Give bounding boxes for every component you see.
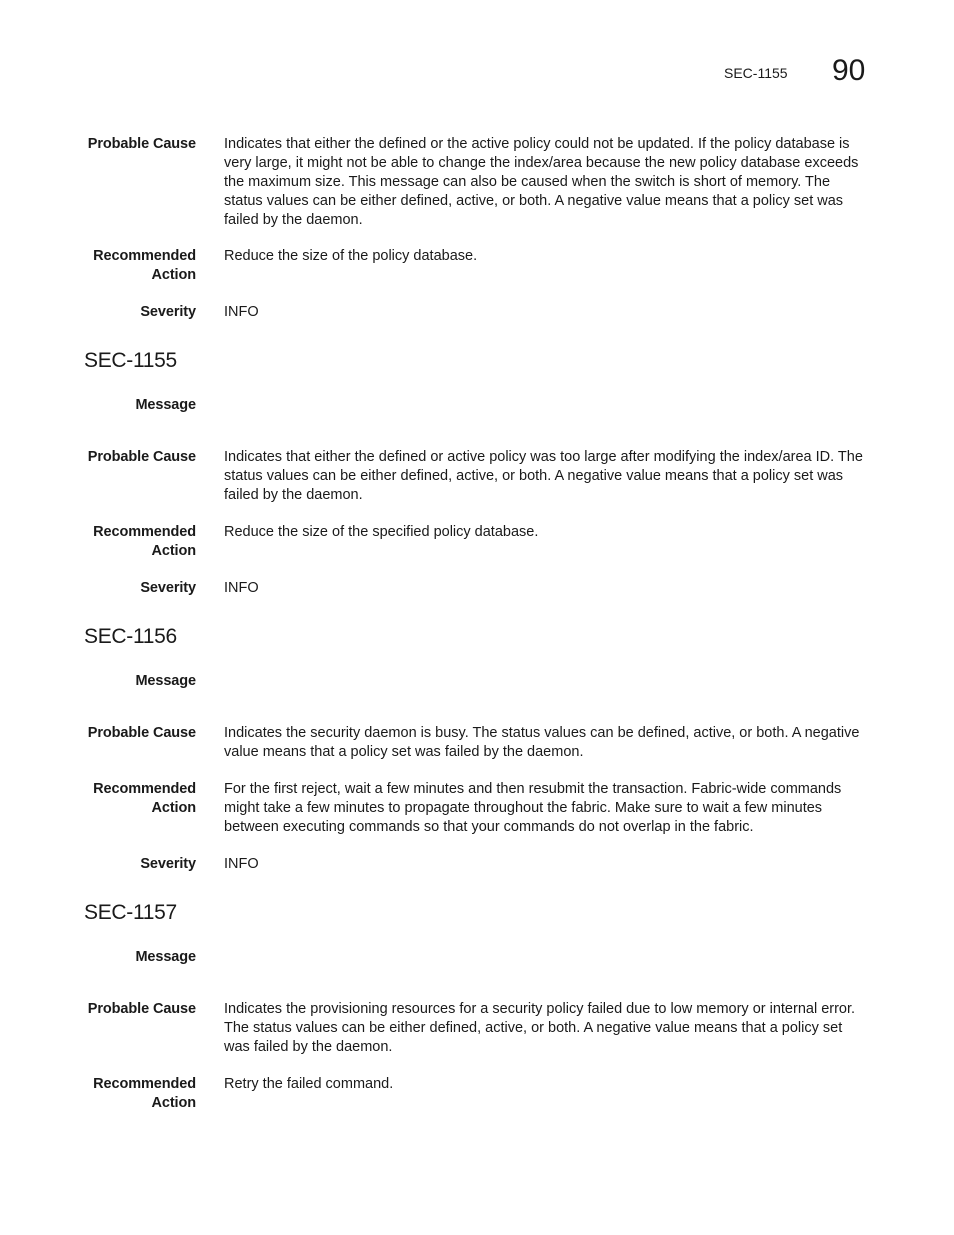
severity-value: INFO bbox=[224, 580, 259, 596]
running-header-title: SEC-1155 bbox=[724, 65, 788, 81]
chapter-number: 90 bbox=[832, 54, 866, 87]
recommended-action-text: Retry the failed command. bbox=[224, 1076, 394, 1092]
recommended-label-line-1: Recommended bbox=[93, 781, 196, 797]
recommended-label-line-1: Recommended bbox=[93, 248, 196, 264]
probable-cause-label: Probable Cause bbox=[87, 725, 196, 741]
section-heading-sec-1156: SEC-1156 bbox=[84, 625, 177, 648]
recommended-action-label bbox=[46, 1075, 196, 1113]
probable-cause-label: Probable Cause bbox=[87, 1001, 196, 1017]
section-heading-sec-1157: SEC-1157 bbox=[84, 901, 177, 924]
recommended-label-line-2: Action bbox=[151, 800, 196, 816]
message-label: Message bbox=[135, 949, 196, 965]
probable-cause-text: Indicates that either the defined or the active policy could not be updated. If the policy database is very large, it might not be able to change the index/area because the new policy database exceeds the maximum size. This message can also be caused when the switch is short of memory. The status values can be either defined, active, or both. A negative value means that a policy set was failed by the daemon. bbox=[224, 136, 859, 228]
probable-cause-text: Indicates the security daemon is busy. The status values can be defined, active, or both. A negative value means that a policy set was failed by the daemon. bbox=[224, 725, 860, 760]
severity-value: INFO bbox=[224, 304, 259, 320]
recommended-label-line-2: Action bbox=[151, 543, 196, 559]
recommended-action-text: For the first reject, wait a few minutes and then resubmit the transaction. Fabric-wide commands might take a few minutes to propagate throughout the fabric. Make sure to wait a few minutes between executing commands so that your commands do not overlap in the fabric. bbox=[224, 781, 842, 835]
message-label: Message bbox=[135, 397, 196, 413]
severity-label: Severity bbox=[140, 856, 196, 872]
recommended-action-label bbox=[46, 247, 196, 285]
section-heading-sec-1155: SEC-1155 bbox=[84, 349, 177, 372]
recommended-action-label bbox=[46, 780, 196, 818]
recommended-action-label bbox=[46, 523, 196, 561]
probable-cause-text: Indicates the provisioning resources for a security policy failed due to low memory or internal error. The status values can be either defined, active, or both. A negative value means that a policy set was failed by the daemon. bbox=[224, 1001, 856, 1055]
recommended-label-line-2: Action bbox=[151, 1095, 196, 1111]
probable-cause-label: Probable Cause bbox=[87, 136, 196, 152]
recommended-action-text: Reduce the size of the specified policy database. bbox=[224, 524, 539, 540]
recommended-action-text: Reduce the size of the policy database. bbox=[224, 248, 478, 264]
probable-cause-label: Probable Cause bbox=[87, 449, 196, 465]
recommended-label-line-2: Action bbox=[151, 267, 196, 283]
message-label: Message bbox=[135, 673, 196, 689]
severity-label: Severity bbox=[140, 580, 196, 596]
probable-cause-text: Indicates that either the defined or active policy was too large after modifying the index/area ID. The status values can be either defined, active, or both. A negative value means that a policy set was failed by the daemon. bbox=[224, 449, 863, 503]
severity-value: INFO bbox=[224, 856, 259, 872]
recommended-label-line-1: Recommended bbox=[93, 524, 196, 540]
severity-label: Severity bbox=[140, 304, 196, 320]
recommended-label-line-1: Recommended bbox=[93, 1076, 196, 1092]
